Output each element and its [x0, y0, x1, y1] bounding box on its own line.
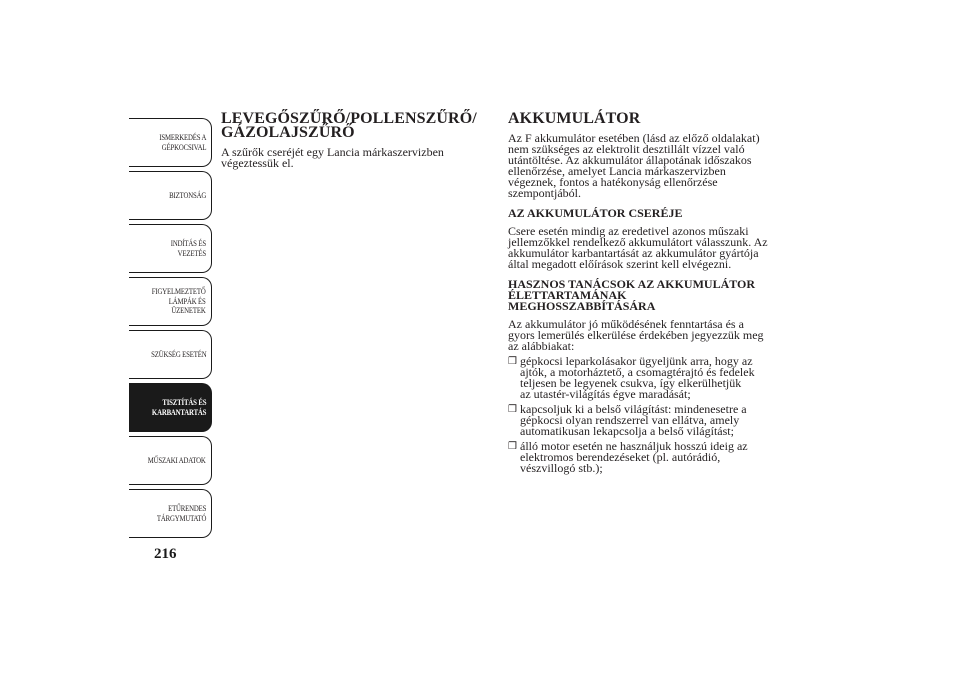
list-item — [508, 404, 780, 437]
heading-battery-replace: AZ AKKUMULÁTOR CSERÉJE — [508, 206, 683, 220]
battery-intro-1: Az F akkumulátor esetében (lásd az előző oldalakat) — [508, 131, 760, 145]
tips-text-1: Az akkumulátor jó működésének fenntartása és a — [508, 317, 744, 331]
right-column — [508, 112, 780, 474]
list-item-line: elektromos berendezéseket (pl. autórádió, — [520, 450, 721, 464]
battery-intro-4: ellenőrzése, amelyet Lancia márkaszervizben — [508, 164, 726, 178]
heading-air-filter-1: LEVEGŐSZŰRŐ/POLLENSZŰRŐ/ — [221, 110, 477, 127]
list-item-line: teljesen be legyenek csukva, így elkerülhetjük — [520, 376, 742, 390]
replace-text-2: jellemzőkkel rendelkező akkumulátort válasszunk. Az — [508, 235, 768, 249]
heading-tips-2: ÉLETTARTAMÁNAK — [508, 288, 627, 302]
replace-text-1: Csere esetén mindig az eredetivel azonos műszaki — [508, 224, 749, 238]
tips-text-3: az alábbiakat: — [508, 339, 575, 353]
replace-text-4: által megadott előírások szerint kell elvégezni. — [508, 257, 732, 271]
tab-inditas[interactable] — [129, 224, 212, 273]
tab-muszaki[interactable] — [129, 436, 212, 485]
battery-intro-5: végeznek, fontos a hatékonyság ellenőrzése — [508, 175, 718, 189]
battery-intro-2: nem szükséges az elektrolit desztillált vízzel való — [508, 142, 745, 156]
checkbox-bullet-icon: ❒ — [508, 404, 517, 415]
tips-text-2: gyors lemerülés elkerülése érdekében jegyezzük meg — [508, 328, 764, 342]
replace-text-3: akkumulátor karbantartását az akkumulátor gyártója — [508, 246, 759, 260]
list-item-line: gépkocsi olyan rendszerrel van ellátva, amely — [520, 413, 740, 427]
tab-biztonsag[interactable] — [129, 171, 212, 220]
tab-ismerkedes[interactable] — [129, 118, 212, 167]
list-item-line: ajtók, a motorháztető, a csomagtérajtó és fedelek — [520, 365, 755, 379]
list-item — [508, 356, 780, 400]
tab-szukseg[interactable] — [129, 330, 212, 379]
filter-text-2: végeztessük el. — [221, 156, 294, 170]
battery-intro-3: utántöltése. Az akkumulátor állapotának időszakos — [508, 153, 752, 167]
heading-tips-3: MEGHOSSZABBÍTÁSÁRA — [508, 299, 656, 313]
tips-list — [508, 356, 780, 474]
left-column — [221, 112, 479, 169]
list-item-line: gépkocsi leparkolásakor ügyeljünk arra, hogy az — [520, 354, 753, 368]
list-item — [508, 441, 780, 474]
list-item-line: álló motor esetén ne használjuk hosszú ideig az — [520, 439, 748, 453]
list-item-line: kapcsoljuk ki a belső világítást: mindenesetre a — [520, 402, 747, 416]
battery-intro-6: szempontjából. — [508, 186, 581, 200]
list-item-line: vészvillogó stb.); — [520, 461, 603, 475]
tab-label: FIGYELMEZTETŐ LÁMPÁK ÉS ÜZENETEK — [152, 287, 206, 316]
tab-targymutato[interactable] — [129, 489, 212, 538]
heading-air-filter-2: GÁZOLAJSZŰRŐ — [221, 124, 355, 141]
tab-label: SZÜKSÉG ESETÉN — [150, 349, 206, 359]
checkbox-bullet-icon: ❒ — [508, 441, 517, 452]
tab-label: INDÍTÁS ÉS VEZETÉS — [170, 239, 206, 258]
filter-text-1: A szűrők cseréjét egy Lancia márkaszervizben — [221, 145, 444, 159]
tab-label: ISMERKEDÉS A GÉPKOCSIVAL — [159, 133, 206, 152]
list-item-line: az utastér-világítás égve maradását; — [520, 387, 691, 401]
tab-figyelmezteto[interactable] — [129, 277, 212, 326]
tab-label: MŰSZAKI ADATOK — [148, 455, 206, 465]
tab-label: ETŰRENDES TÁRGYMUTATÓ — [156, 504, 206, 523]
tab-label: TISZTÍTÁS ÉS KARBANTARTÁS — [151, 398, 206, 417]
heading-tips-1: HASZNOS TANÁCSOK AZ AKKUMULÁTOR — [508, 277, 756, 291]
heading-battery: AKKUMULÁTOR — [508, 110, 641, 127]
checkbox-bullet-icon: ❒ — [508, 356, 517, 367]
tab-tisztitas[interactable] — [129, 383, 212, 432]
chapter-tabs — [129, 118, 212, 542]
list-item-line: automatikusan lekapcsolja a belső világítást; — [520, 424, 734, 438]
page-number: 216 — [154, 546, 177, 562]
tab-label: BIZTONSÁG — [169, 190, 206, 200]
